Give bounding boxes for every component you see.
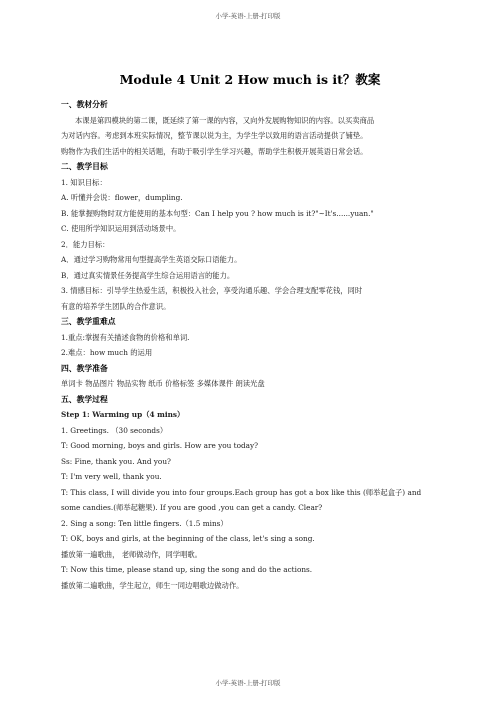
paragraph-line: 本课是第四模块的第二课，既延续了第一课的内容，又向外发展购物知识的内容。以买卖商品	[75, 115, 375, 125]
paragraph-line: 有意的培养学生团队的合作意识。	[61, 301, 171, 311]
paragraph-line: T: Now this time, please stand up, sing the song and do the actions.	[61, 565, 313, 574]
paragraph-line: T: I'm very well, thank you.	[61, 472, 162, 481]
paragraph-line: 单词卡 物品图片 物品实物 纸币 价格标签 多媒体课件 朗读光盘	[61, 379, 265, 388]
paragraph-line: T: OK, boys and girls, at the beginning of the class, let's sing a song.	[61, 534, 315, 543]
section-heading-objectives: 二、教学目标	[61, 162, 108, 171]
page-header: 小学-英语-上册-打印版	[215, 12, 281, 20]
document-body	[61, 70, 439, 593]
document-title: Module 4 Unit 2 How much is it？教案	[119, 72, 381, 87]
paragraph-line: 3. 情感目标：引导学生热爱生活，积极投入社会，享受沟通乐趣、学会合理支配零花钱，同时	[61, 286, 363, 295]
step-heading: Step 1: Warming up（4 mins）	[61, 410, 185, 419]
paragraph-line: 播放第二遍歌曲，学生起立，师生一同边唱歌边做动作。	[61, 580, 244, 590]
paragraph-line: 播放第一遍歌曲， 老师做动作，同学唱歌。	[61, 549, 202, 559]
paragraph-line: 2．能力目标：	[61, 239, 110, 249]
paragraph-line: 为对话内容。考虑到本班实际情况，整节课以说为主，为学生学以致用的语言活动提供了铺垫。	[61, 131, 368, 140]
section-heading-key-points: 三、教学重难点	[61, 317, 116, 326]
paragraph-line: 2.难点：how much 的运用	[61, 348, 153, 357]
paragraph-line: T: Good morning, boys and girls. How are you today?	[61, 441, 259, 450]
paragraph-line: 1. Greetings. （30 seconds）	[61, 425, 168, 435]
paragraph-line: C. 使用所学知识运用到活动场景中。	[61, 224, 181, 233]
section-heading-process: 五、教学过程	[61, 394, 108, 404]
paragraph-line: 2. Sing a song: Ten little fingers.（1.5 mins）	[61, 518, 228, 528]
page-footer: 小学-英语-上册-打印版	[215, 679, 281, 687]
paragraph-line: B．通过真实情景任务提高学生综合运用语言的能力。	[61, 270, 235, 280]
paragraph-line: A. 听懂并会说：flower，dumpling.	[61, 193, 183, 202]
paragraph-line: B. 能掌握购物时双方能使用的基本句型：Can I help you ? how much is it?"~It's......yuan."	[61, 208, 374, 218]
paragraph-line: 购物作为我们生活中的相关话题，有助于吸引学生学习兴趣，帮助学生积极开展英语日常会话。	[61, 146, 368, 156]
paragraph-line: some candies.(师举起糖果). If you are good ,you can get a candy. Clear?	[61, 503, 323, 512]
paragraph-line: 1. 知识目标：	[61, 177, 107, 187]
section-heading-preparation: 四、教学准备	[61, 363, 108, 373]
paragraph-line: Ss: Fine, thank you. And you?	[61, 456, 171, 466]
paragraph-line: T: This class, I will divide you into four groups.Each group has got a box like this (师举起盒子) and	[61, 487, 422, 497]
paragraph-line: 1.重点:掌握有关描述食物的价格和单词.	[61, 332, 190, 342]
paragraph-line: A．通过学习购物常用句型提高学生英语交际口语能力。	[61, 255, 242, 264]
section-heading-analysis: 一、教材分析	[61, 100, 108, 109]
